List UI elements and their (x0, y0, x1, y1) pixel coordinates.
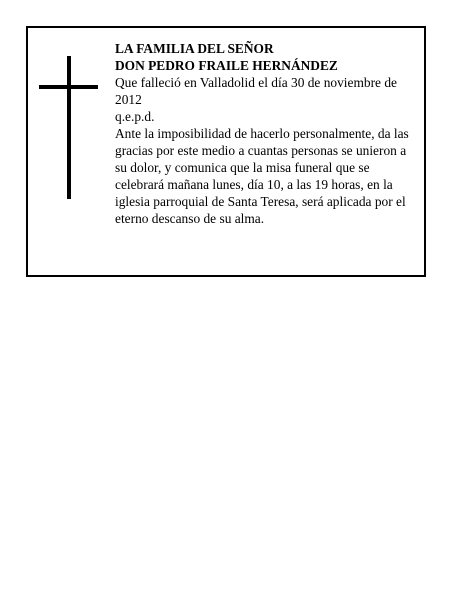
cross-vertical-bar (67, 56, 71, 199)
death-statement: Que falleció en Valladolid el día 30 de noviembre de 2012 (115, 75, 397, 107)
qepd-text: q.e.p.d. (115, 109, 155, 124)
notice-title-line-1: LA FAMILIA DEL SEÑOR (115, 41, 274, 56)
obituary-notice (26, 26, 426, 277)
cross-horizontal-bar (39, 85, 98, 89)
notice-message: Ante la imposibilidad de hacerlo personalmente, da las gracias por este medio a cuantas personas se unieron a su dolor, y comunica que la misa funeral que se celebrará mañana lunes, día 10, a las 19 horas, en la iglesia parroquial de Santa Teresa, será aplicada por el eterno descanso de su alma. (115, 126, 409, 226)
notice-text (115, 40, 420, 227)
notice-title-line-2: DON PEDRO FRAILE HERNÁNDEZ (115, 58, 338, 73)
